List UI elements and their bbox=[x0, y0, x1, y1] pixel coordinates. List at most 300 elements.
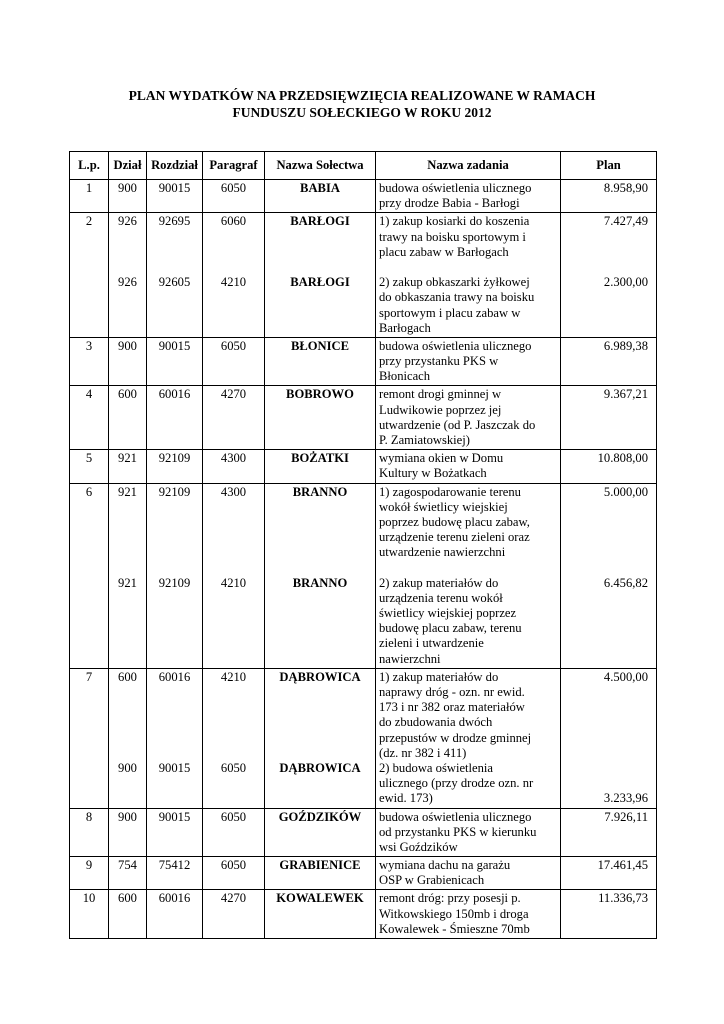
spacer-line bbox=[206, 922, 261, 937]
cell-lp bbox=[70, 337, 109, 386]
plan-value: 9.367,21 bbox=[603, 387, 648, 402]
spacer-line bbox=[150, 840, 199, 855]
spacer-line bbox=[206, 731, 261, 746]
task-line: budowa oświetlenia ulicznego bbox=[379, 809, 532, 824]
cell-plan bbox=[561, 337, 657, 386]
spacer-line bbox=[564, 433, 648, 448]
task-line: 173 i nr 382 oraz materiałów bbox=[379, 700, 525, 715]
cell-plan bbox=[561, 180, 657, 213]
spacer-line bbox=[112, 746, 143, 761]
spacer-line bbox=[268, 515, 372, 530]
spacer-line bbox=[268, 545, 372, 560]
task-line: budowa oświetlenia ulicznego bbox=[379, 338, 532, 353]
entry-block bbox=[379, 275, 557, 336]
paragraf-value: 4270 bbox=[220, 387, 247, 402]
spacer-line bbox=[268, 825, 372, 840]
task-line: 2) budowa oświetlenia bbox=[379, 760, 494, 775]
paragraf-value: 4270 bbox=[220, 891, 247, 906]
entry-block bbox=[206, 858, 261, 888]
dzial-value: 926 bbox=[118, 275, 137, 290]
entry-block bbox=[112, 670, 143, 761]
rozdzial-value: 90015 bbox=[158, 809, 191, 824]
spacer-line bbox=[268, 621, 372, 636]
spacer-line bbox=[268, 606, 372, 621]
cell-dzial bbox=[109, 180, 147, 213]
cell-zadanie bbox=[376, 668, 561, 808]
spacer-line bbox=[206, 561, 261, 576]
entry-block bbox=[379, 485, 557, 576]
plan-value: 4.500,00 bbox=[603, 669, 648, 684]
cell-zadanie bbox=[376, 450, 561, 483]
spacer-line bbox=[564, 715, 648, 730]
spacer-line bbox=[564, 230, 648, 245]
task-line: Kowalewek - Śmieszne 70mb bbox=[379, 921, 530, 936]
dzial-value: 900 bbox=[118, 809, 137, 824]
cell-plan bbox=[561, 483, 657, 668]
spacer-line bbox=[564, 530, 648, 545]
spacer-line bbox=[206, 776, 261, 791]
plan-value: 11.336,73 bbox=[598, 891, 648, 906]
entry-block bbox=[112, 810, 143, 856]
document-title-line-2: FUNDUSZU SOŁECKIEGO W ROKU 2012 bbox=[232, 105, 492, 120]
rozdzial-value: 92109 bbox=[158, 575, 191, 590]
entry-block bbox=[112, 891, 143, 937]
lp-value: 1 bbox=[85, 181, 93, 195]
cell-solectwo bbox=[265, 386, 376, 450]
spacer-line bbox=[206, 418, 261, 433]
cell-zadanie bbox=[376, 483, 561, 668]
solectwo-value: BARŁOGI bbox=[290, 275, 350, 290]
plan-value: 6.456,82 bbox=[603, 575, 648, 590]
table-row bbox=[70, 857, 657, 890]
cell-dzial bbox=[109, 386, 147, 450]
task-line: remont dróg: przy posesji p. bbox=[379, 891, 521, 906]
spacer-line bbox=[268, 873, 372, 888]
task-line: świetlicy wiejskiej poprzez bbox=[379, 606, 517, 621]
spacer-line bbox=[206, 433, 261, 448]
dzial-value: 900 bbox=[118, 760, 137, 775]
cell-rozdzial bbox=[147, 808, 203, 857]
spacer-line bbox=[112, 922, 143, 937]
solectwo-value: GOŹDZIKÓW bbox=[278, 809, 362, 824]
spacer-line bbox=[206, 500, 261, 515]
dzial-value: 921 bbox=[118, 451, 137, 466]
entry-block bbox=[379, 670, 557, 761]
cell-zadanie bbox=[376, 890, 561, 939]
spacer-line bbox=[206, 245, 261, 260]
lp-value: 2 bbox=[85, 214, 93, 229]
task-line: wsi Goździków bbox=[379, 839, 458, 854]
entry-block bbox=[379, 339, 557, 385]
cell-lp bbox=[70, 386, 109, 450]
spacer-line bbox=[112, 700, 143, 715]
spacer-line bbox=[564, 746, 648, 761]
plan-value: 17.461,45 bbox=[597, 858, 648, 873]
spacer-line bbox=[112, 369, 143, 384]
entry-block bbox=[564, 891, 648, 937]
rozdzial-value: 75412 bbox=[158, 858, 191, 873]
entry-block bbox=[268, 275, 372, 336]
entry-block bbox=[564, 670, 648, 761]
lp-value: 7 bbox=[85, 669, 93, 684]
spacer-line bbox=[268, 561, 372, 576]
cell-lp bbox=[70, 180, 109, 213]
table-row bbox=[70, 890, 657, 939]
spacer-line bbox=[150, 776, 199, 791]
spacer-line bbox=[206, 369, 261, 384]
spacer-line bbox=[268, 418, 372, 433]
cell-paragraf bbox=[203, 450, 265, 483]
entry-block bbox=[268, 451, 372, 481]
cell-paragraf bbox=[203, 386, 265, 450]
spacer-line bbox=[268, 715, 372, 730]
spacer-line bbox=[150, 685, 199, 700]
task-line: 2) zakup obkaszarki żyłkowej bbox=[379, 275, 530, 290]
spacer-line bbox=[564, 418, 648, 433]
cell-lp bbox=[70, 857, 109, 890]
entry-block bbox=[564, 761, 648, 807]
cell-lp bbox=[70, 450, 109, 483]
task-line: naprawy dróg - ozn. nr ewid. bbox=[379, 685, 525, 699]
header-paragraf: Paragraf bbox=[203, 152, 265, 180]
dzial-value: 754 bbox=[118, 858, 137, 873]
entry-block bbox=[112, 451, 143, 481]
task-line: od przystanku PKS w kierunku bbox=[379, 824, 537, 839]
cell-solectwo bbox=[265, 213, 376, 338]
cell-rozdzial bbox=[147, 180, 203, 213]
spacer-line bbox=[564, 403, 648, 418]
spacer-line bbox=[112, 685, 143, 700]
spacer-line bbox=[150, 825, 199, 840]
cell-lp bbox=[70, 890, 109, 939]
entry-block bbox=[206, 214, 261, 275]
spacer-line bbox=[150, 746, 199, 761]
cell-rozdzial bbox=[147, 890, 203, 939]
spacer-line bbox=[112, 840, 143, 855]
plan-value: 8.958,90 bbox=[603, 181, 648, 195]
cell-lp bbox=[70, 483, 109, 668]
spacer-line bbox=[150, 591, 199, 606]
cell-solectwo bbox=[265, 180, 376, 213]
table-header-row bbox=[70, 152, 657, 180]
cell-zadanie bbox=[376, 337, 561, 386]
spacer-line bbox=[206, 746, 261, 761]
cell-solectwo bbox=[265, 483, 376, 668]
task-line: sportowym i placu zabaw w bbox=[379, 305, 521, 320]
spacer-line bbox=[150, 715, 199, 730]
spacer-line bbox=[112, 196, 143, 211]
entry-block bbox=[112, 181, 143, 211]
task-line: utwardzenie nawierzchni bbox=[379, 545, 506, 560]
entry-block bbox=[379, 576, 557, 667]
task-line: trawy na boisku sportowym i bbox=[379, 229, 526, 244]
entry-block bbox=[268, 387, 372, 448]
spacer-line bbox=[564, 825, 648, 840]
header-plan: Plan bbox=[561, 152, 657, 180]
spacer-line bbox=[150, 245, 199, 260]
cell-plan bbox=[561, 857, 657, 890]
header-nazwa-solectwa: Nazwa Sołectwa bbox=[265, 152, 376, 180]
solectwo-value: GRABIENICE bbox=[279, 858, 361, 873]
spacer-line bbox=[112, 530, 143, 545]
entry-block bbox=[268, 576, 372, 667]
task-line: zieleni i utwardzenie bbox=[379, 636, 484, 651]
rozdzial-value: 90015 bbox=[158, 760, 191, 775]
entry-block bbox=[564, 339, 648, 385]
document-title-line-1: PLAN WYDATKÓW NA PRZEDSIĘWZIĘCIA REALIZOWANE W RAMACH bbox=[128, 88, 596, 103]
rozdzial-value: 90015 bbox=[158, 338, 191, 353]
lp-value: 9 bbox=[85, 858, 93, 873]
spacer-line bbox=[268, 245, 372, 260]
entry-block bbox=[112, 858, 143, 888]
task-line: placu zabaw w Barłogach bbox=[379, 244, 509, 259]
spacer-line bbox=[268, 791, 372, 806]
spacer-line bbox=[150, 418, 199, 433]
entry-block bbox=[564, 451, 648, 481]
spacer-line bbox=[206, 591, 261, 606]
spacer-line bbox=[112, 652, 143, 667]
cell-plan bbox=[561, 386, 657, 450]
spacer-line bbox=[112, 873, 143, 888]
spacer-line bbox=[268, 636, 372, 651]
entry-block bbox=[206, 387, 261, 448]
spacer-line bbox=[150, 873, 199, 888]
rozdzial-value: 60016 bbox=[158, 669, 191, 684]
entry-block bbox=[564, 485, 648, 576]
spacer-line bbox=[112, 907, 143, 922]
entry-block bbox=[150, 858, 199, 888]
solectwo-value: BABIA bbox=[300, 181, 340, 195]
spacer-line bbox=[268, 433, 372, 448]
header-nazwa-zadania: Nazwa zadania bbox=[376, 152, 561, 180]
table-row bbox=[70, 213, 657, 338]
spacer-line bbox=[112, 791, 143, 806]
paragraf-value: 6050 bbox=[220, 809, 247, 824]
spacer-line bbox=[268, 907, 372, 922]
spacer-line bbox=[268, 260, 372, 275]
spacer-line bbox=[150, 636, 199, 651]
task-line: Barłogach bbox=[379, 320, 431, 335]
spacer-line bbox=[564, 652, 648, 667]
spacer-line bbox=[112, 290, 143, 305]
spacer-line bbox=[206, 515, 261, 530]
cell-lp bbox=[70, 808, 109, 857]
cell-solectwo bbox=[265, 450, 376, 483]
entry-block bbox=[206, 181, 261, 211]
solectwo-value: DĄBROWICA bbox=[279, 669, 361, 684]
spacer-line bbox=[564, 761, 648, 776]
cell-plan bbox=[561, 213, 657, 338]
paragraf-value: 4210 bbox=[220, 669, 247, 684]
cell-paragraf bbox=[203, 337, 265, 386]
entry-block bbox=[564, 858, 648, 888]
paragraf-value: 6050 bbox=[220, 338, 247, 353]
spacer-line bbox=[268, 922, 372, 937]
rozdzial-value: 92695 bbox=[158, 214, 191, 229]
spacer-line bbox=[112, 306, 143, 321]
spacer-line bbox=[112, 606, 143, 621]
spacer-line bbox=[564, 840, 648, 855]
entry-block bbox=[112, 387, 143, 448]
spacer-line bbox=[112, 433, 143, 448]
spacer-line bbox=[112, 245, 143, 260]
cell-plan bbox=[561, 668, 657, 808]
spacer-line bbox=[150, 621, 199, 636]
spacer-line bbox=[268, 230, 372, 245]
spacer-line bbox=[150, 230, 199, 245]
cell-dzial bbox=[109, 890, 147, 939]
spacer-line bbox=[150, 306, 199, 321]
spacer-line bbox=[206, 652, 261, 667]
cell-paragraf bbox=[203, 890, 265, 939]
task-line: Kultury w Bożatkach bbox=[379, 466, 487, 481]
table-row bbox=[70, 808, 657, 857]
spacer-line bbox=[564, 907, 648, 922]
cell-zadanie bbox=[376, 213, 561, 338]
spacer-line bbox=[206, 636, 261, 651]
entry-block bbox=[564, 810, 648, 856]
spacer-line bbox=[268, 731, 372, 746]
task-line: poprzez budowę placu zabaw, bbox=[379, 514, 530, 529]
lp-value: 8 bbox=[85, 809, 93, 824]
cell-dzial bbox=[109, 450, 147, 483]
spacer-line bbox=[564, 196, 648, 211]
spacer-line bbox=[150, 731, 199, 746]
spacer-line bbox=[206, 545, 261, 560]
entry-block bbox=[150, 576, 199, 667]
spacer-line bbox=[150, 791, 199, 806]
task-line: 1) zagospodarowanie terenu bbox=[379, 484, 521, 499]
spacer-line bbox=[564, 591, 648, 606]
spacer-line bbox=[112, 825, 143, 840]
spacer-line bbox=[206, 621, 261, 636]
spacer-line bbox=[112, 403, 143, 418]
spacer-line bbox=[564, 545, 648, 560]
spacer-line bbox=[564, 500, 648, 515]
spacer-line bbox=[112, 591, 143, 606]
cell-dzial bbox=[109, 213, 147, 338]
cell-solectwo bbox=[265, 857, 376, 890]
dzial-value: 900 bbox=[118, 338, 137, 353]
task-line: (dz. nr 382 i 411) bbox=[379, 745, 467, 760]
task-line: wymiana dachu na garażu bbox=[379, 858, 511, 873]
cell-zadanie bbox=[376, 808, 561, 857]
spacer-line bbox=[150, 196, 199, 211]
spacer-line bbox=[206, 466, 261, 481]
entry-block bbox=[150, 891, 199, 937]
spacer-line bbox=[268, 591, 372, 606]
entry-block bbox=[379, 891, 557, 937]
spacer-line bbox=[268, 776, 372, 791]
entry-block bbox=[268, 214, 372, 275]
task-line bbox=[379, 260, 557, 275]
entry-block bbox=[564, 576, 648, 667]
entry-block bbox=[206, 275, 261, 336]
lp-value: 10 bbox=[82, 891, 96, 906]
spacer-line bbox=[564, 606, 648, 621]
cell-lp bbox=[70, 668, 109, 808]
spacer-line bbox=[150, 700, 199, 715]
task-line: wymiana okien w Domu bbox=[379, 451, 504, 466]
cell-paragraf bbox=[203, 857, 265, 890]
header-rozdzial: Rozdział bbox=[147, 152, 203, 180]
rozdzial-value: 90015 bbox=[158, 181, 191, 195]
entry-block bbox=[206, 891, 261, 937]
paragraf-value: 6050 bbox=[220, 858, 247, 873]
task-line: 1) zakup materiałów do bbox=[379, 669, 499, 684]
entry-block bbox=[268, 485, 372, 576]
spacer-line bbox=[150, 290, 199, 305]
cell-rozdzial bbox=[147, 386, 203, 450]
spacer-line bbox=[112, 260, 143, 275]
task-line: P. Zamiatowskiej) bbox=[379, 433, 470, 447]
spacer-line bbox=[150, 922, 199, 937]
entry-block bbox=[150, 181, 199, 211]
spacer-line bbox=[150, 545, 199, 560]
spacer-line bbox=[268, 840, 372, 855]
cell-rozdzial bbox=[147, 213, 203, 338]
lp-value: 6 bbox=[85, 484, 93, 499]
plan-value: 3.233,96 bbox=[603, 791, 648, 806]
spacer-line bbox=[564, 873, 648, 888]
task-line: 1) zakup kosiarki do koszenia bbox=[379, 214, 530, 229]
task-line: Błonicach bbox=[379, 369, 431, 384]
spacer-line bbox=[112, 621, 143, 636]
task-line: 2) zakup materiałów do bbox=[379, 575, 499, 590]
spacer-line bbox=[564, 636, 648, 651]
paragraf-value: 6050 bbox=[220, 760, 247, 775]
paragraf-value: 4210 bbox=[220, 275, 247, 290]
entry-block bbox=[564, 181, 648, 211]
spacer-line bbox=[112, 230, 143, 245]
task-line: przy drodze Babia - Barłogi bbox=[379, 196, 520, 211]
entry-block bbox=[564, 275, 648, 336]
task-line: remont drogi gminnej w bbox=[379, 387, 502, 402]
task-line: budowę placu zabaw, terenu bbox=[379, 621, 522, 636]
spacer-line bbox=[150, 530, 199, 545]
spacer-line bbox=[564, 290, 648, 305]
cell-lp bbox=[70, 213, 109, 338]
spacer-line bbox=[268, 290, 372, 305]
rozdzial-value: 92605 bbox=[158, 275, 191, 290]
entry-block bbox=[112, 275, 143, 336]
solectwo-value: KOWALEWEK bbox=[276, 891, 364, 906]
solectwo-value: BRANNO bbox=[292, 575, 348, 590]
spacer-line bbox=[564, 700, 648, 715]
cell-dzial bbox=[109, 483, 147, 668]
cell-rozdzial bbox=[147, 337, 203, 386]
cell-solectwo bbox=[265, 808, 376, 857]
entry-block bbox=[268, 761, 372, 807]
plan-value: 5.000,00 bbox=[603, 484, 648, 499]
cell-plan bbox=[561, 808, 657, 857]
paragraf-value: 6060 bbox=[220, 214, 247, 229]
spacer-line bbox=[268, 746, 372, 761]
spacer-line bbox=[206, 260, 261, 275]
dzial-value: 921 bbox=[118, 575, 137, 590]
header-dzial: Dział bbox=[109, 152, 147, 180]
spacer-line bbox=[150, 561, 199, 576]
cell-paragraf bbox=[203, 180, 265, 213]
cell-paragraf bbox=[203, 668, 265, 808]
spacer-line bbox=[206, 230, 261, 245]
spacer-line bbox=[112, 731, 143, 746]
task-line: ewid. 173) bbox=[379, 791, 433, 806]
entry-block bbox=[150, 275, 199, 336]
spacer-line bbox=[564, 369, 648, 384]
entry-block bbox=[112, 576, 143, 667]
dzial-value: 600 bbox=[118, 891, 137, 906]
